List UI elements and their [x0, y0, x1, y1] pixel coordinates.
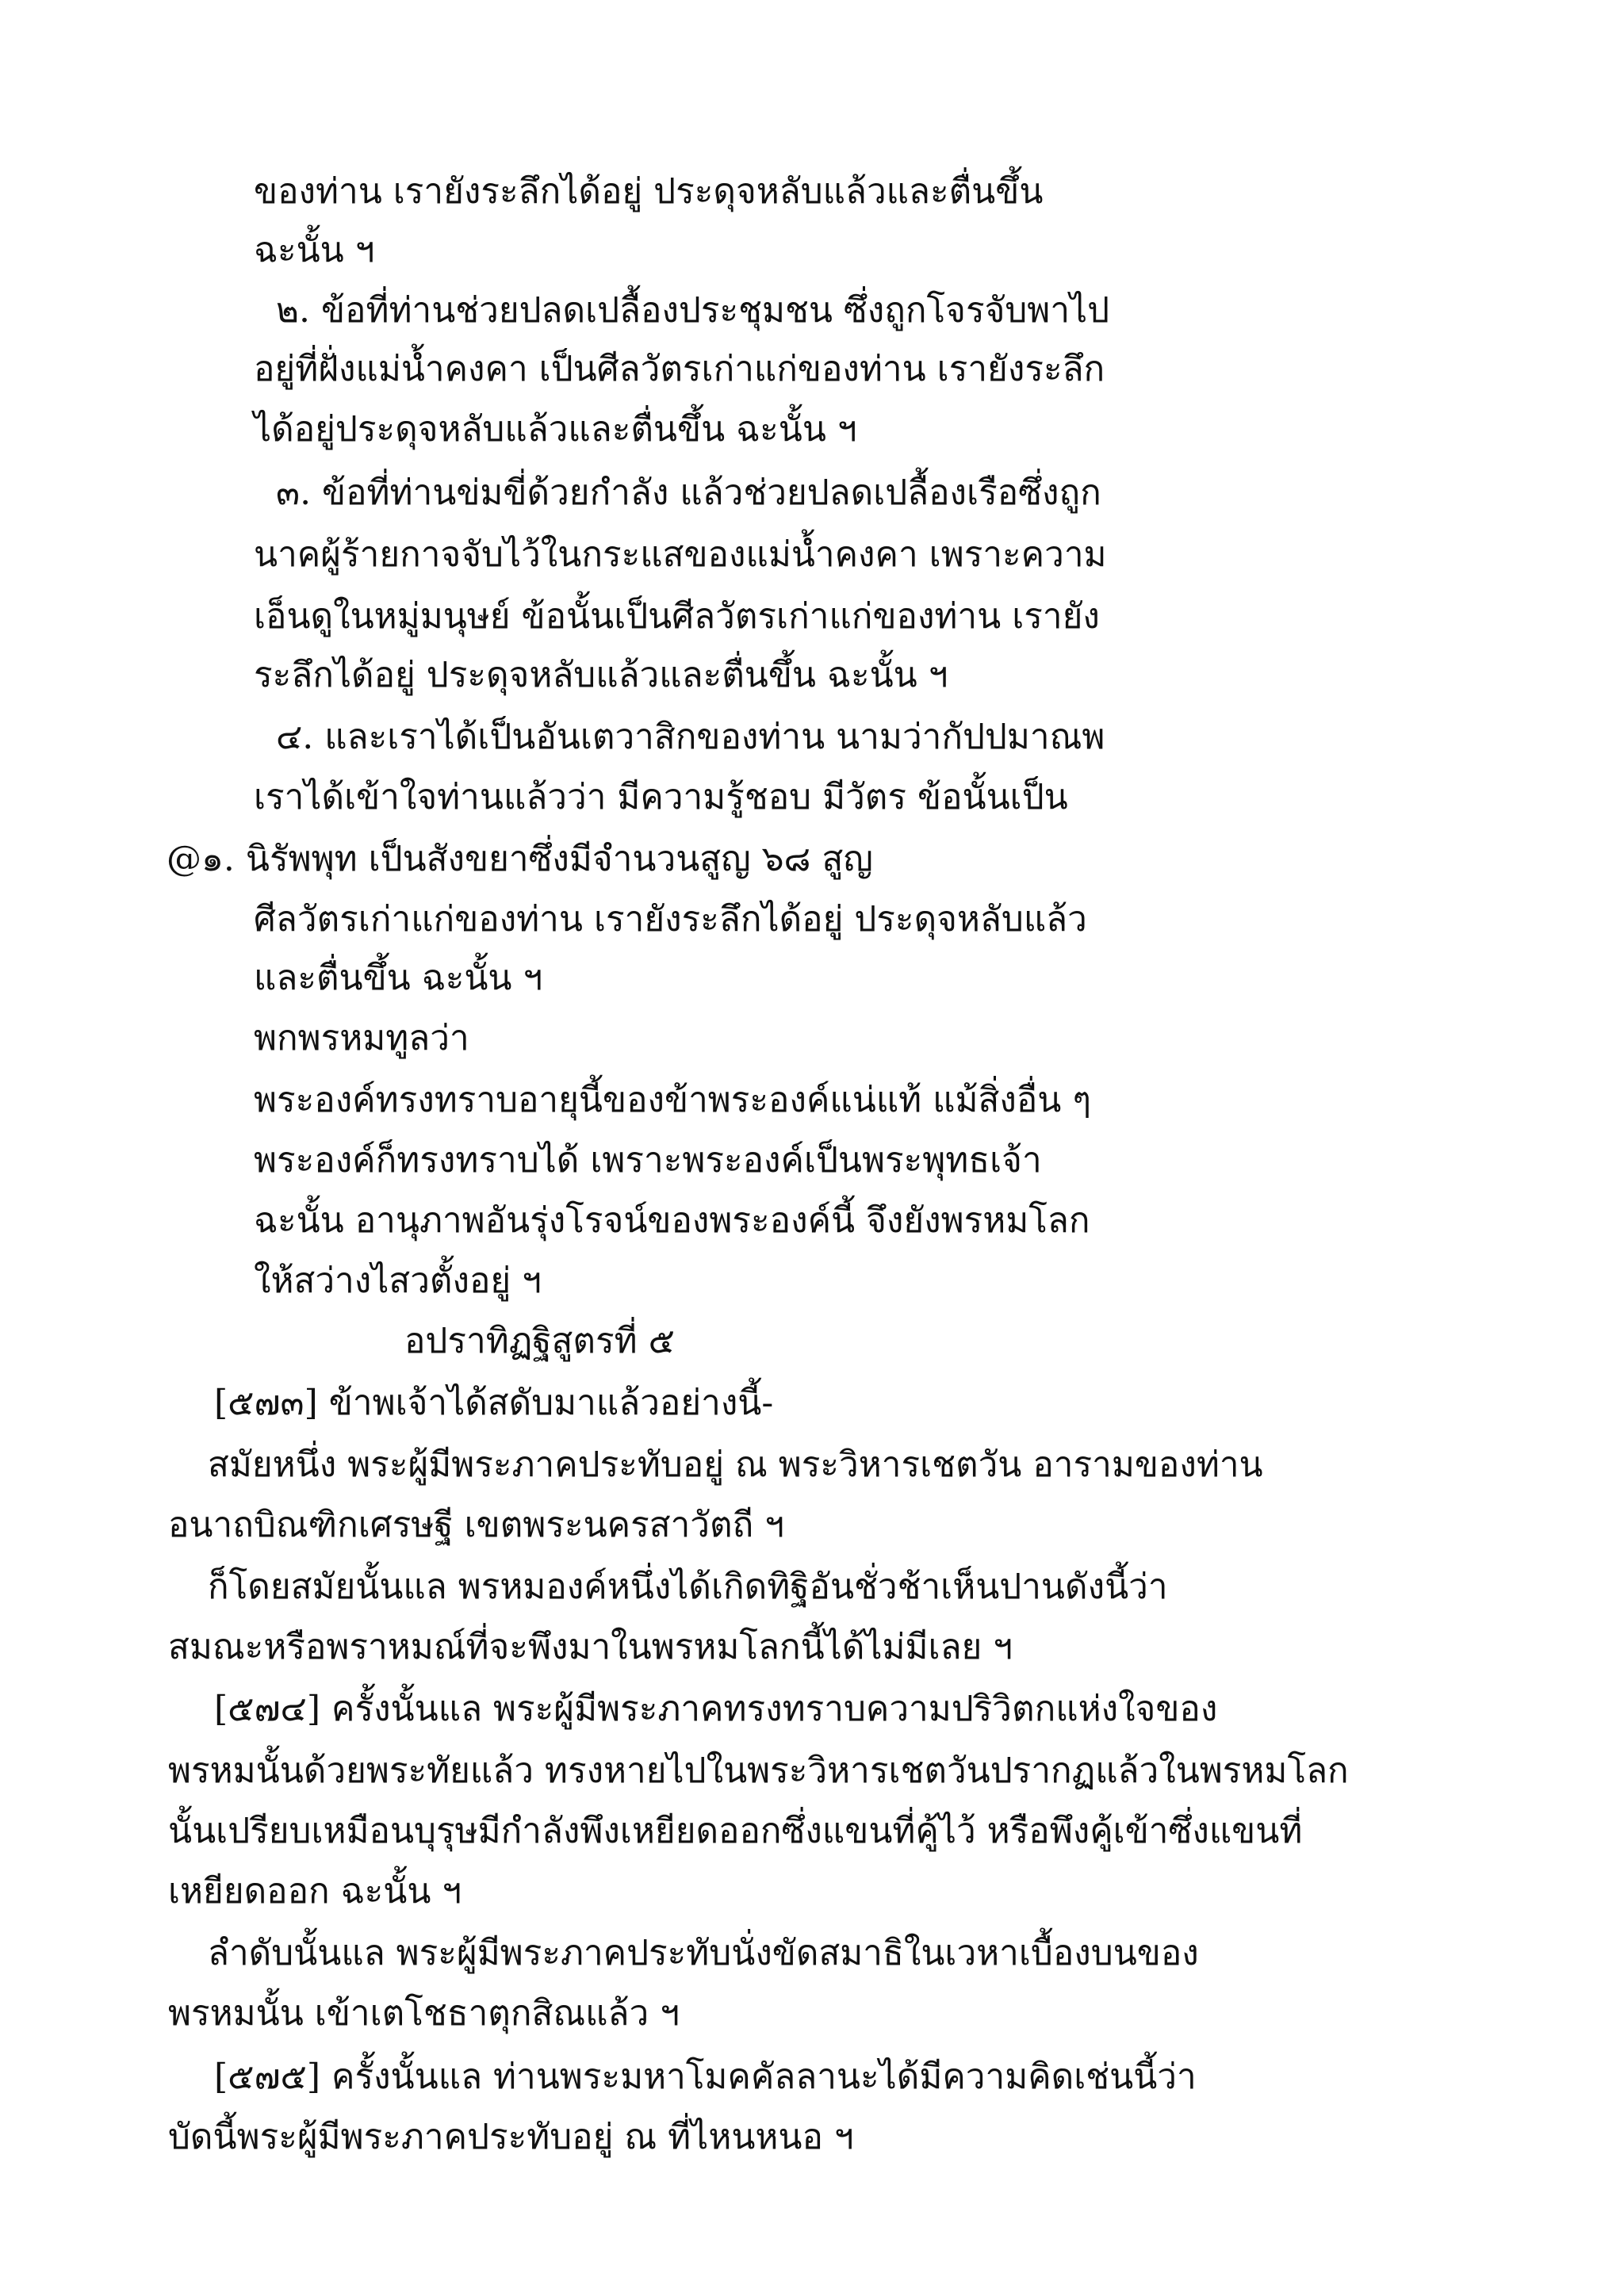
- text-line: ของท่าน เรายังระลึกได้อยู่ ประดุจหลับแล้วและตื่นขึ้น: [254, 171, 1044, 212]
- text-line: ฉะนั้น อานุภาพอันรุ่งโรจน์ของพระองค์นี้ จึงยังพรหมโลก: [254, 1200, 1090, 1241]
- text-line: และตื่นขึ้น ฉะนั้น ฯ: [254, 958, 543, 998]
- text-line: อนาถบิณฑิกเศรษฐี เขตพระนครสาวัตถี ฯ: [168, 1505, 784, 1545]
- text-line: พระองค์ก็ทรงทราบได้ เพราะพระองค์เป็นพระพุทธเจ้า: [254, 1140, 1042, 1181]
- text-line: พรหมนั้น เข้าเตโชธาตุกสิณแล้ว ฯ: [168, 1993, 680, 2034]
- text-line: อยู่ที่ฝั่งแม่น้ำคงคา เป็นศีลวัตรเก่าแก่ของท่าน เรายังระลึก: [254, 349, 1105, 389]
- text-line: [๕๗๓] ข้าพเจ้าได้สดับมาแล้วอย่างนี้-: [214, 1383, 774, 1423]
- text-line: พระองค์ทรงทราบอายุนี้ของข้าพระองค์แน่แท้ แม้สิ่งอื่น ๆ: [254, 1080, 1091, 1120]
- text-line: เหยียดออก ฉะนั้น ฯ: [168, 1871, 462, 1911]
- text-line: ลำดับนั้นแล พระผู้มีพระภาคประทับนั่งขัดสมาธิในเวหาเบื้องบนของ: [208, 1933, 1199, 1973]
- text-line: ก็โดยสมัยนั้นแล พรหมองค์หนึ่งได้เกิดทิฐิอันชั่วช้าเห็นปานดังนี้ว่า: [208, 1567, 1168, 1607]
- text-line: ๔. และเราได้เป็นอันเตวาสิกของท่าน นามว่ากัปปมาณพ: [276, 717, 1105, 757]
- text-line: เอ็นดูในหมู่มนุษย์ ข้อนั้นเป็นศีลวัตรเก่าแก่ของท่าน เรายัง: [254, 596, 1100, 637]
- text-line: ฉะนั้น ฯ: [254, 230, 375, 270]
- text-line: ได้อยู่ประดุจหลับแล้วและตื่นขึ้น ฉะนั้น ฯ: [254, 409, 857, 450]
- section-heading: อปราทิฏฐิสูตรที่ ๕: [404, 1321, 675, 1361]
- text-line: พรหมนั้นด้วยพระทัยแล้ว ทรงหายไปในพระวิหารเชตวันปรากฏแล้วในพรหมโลก: [168, 1751, 1349, 1791]
- text-line: เราได้เข้าใจท่านแล้วว่า มีความรู้ชอบ มีวัตร ข้อนั้นเป็น: [254, 777, 1068, 817]
- text-line: ระลึกได้อยู่ ประดุจหลับแล้วและตื่นขึ้น ฉะนั้น ฯ: [254, 655, 948, 695]
- text-line: ๒. ข้อที่ท่านช่วยปลดเปลื้องประชุมชน ซึ่งถูกโจรจับพาไป: [276, 290, 1110, 331]
- text-line: นาคผู้ร้ายกาจจับไว้ในกระแสของแม่น้ำคงคา เพราะความ: [254, 534, 1107, 575]
- text-line: พกพรหมทูลว่า: [254, 1018, 469, 1058]
- text-line: ศีลวัตรเก่าแก่ของท่าน เรายังระลึกได้อยู่ ประดุจหลับแล้ว: [254, 899, 1087, 939]
- text-line: ให้สว่างไสวตั้งอยู่ ฯ: [254, 1261, 542, 1301]
- text-line: [๕๗๔] ครั้งนั้นแล พระผู้มีพระภาคทรงทราบความปริวิตกแห่งใจของ: [214, 1689, 1218, 1729]
- text-line: สมณะหรือพราหมณ์ที่จะพึงมาในพรหมโลกนี้ได้ไม่มีเลย ฯ: [168, 1627, 1013, 1667]
- text-line: [๕๗๕] ครั้งนั้นแล ท่านพระมหาโมคคัลลานะได้มีความคิดเช่นนี้ว่า: [214, 2057, 1197, 2097]
- text-line: นั้นเปรียบเหมือนบุรุษมีกำลังพึงเหยียดออกซึ่งแขนที่คู้ไว้ หรือพึงคู้เข้าซึ่งแขนที่: [168, 1811, 1303, 1851]
- text-line: บัดนี้พระผู้มีพระภาคประทับอยู่ ณ ที่ไหนหนอ ฯ: [168, 2117, 854, 2157]
- footnote-line: @๑. นิรัพพุท เป็นสังขยาซึ่งมีจำนวนสูญ ๖๘ สูญ: [167, 839, 873, 879]
- text-line: สมัยหนึ่ง พระผู้มีพระภาคประทับอยู่ ณ พระวิหารเชตวัน อารามของท่าน: [208, 1445, 1263, 1485]
- text-line: ๓. ข้อที่ท่านข่มขี่ด้วยกำลัง แล้วช่วยปลดเปลื้องเรือซึ่งถูก: [276, 473, 1101, 513]
